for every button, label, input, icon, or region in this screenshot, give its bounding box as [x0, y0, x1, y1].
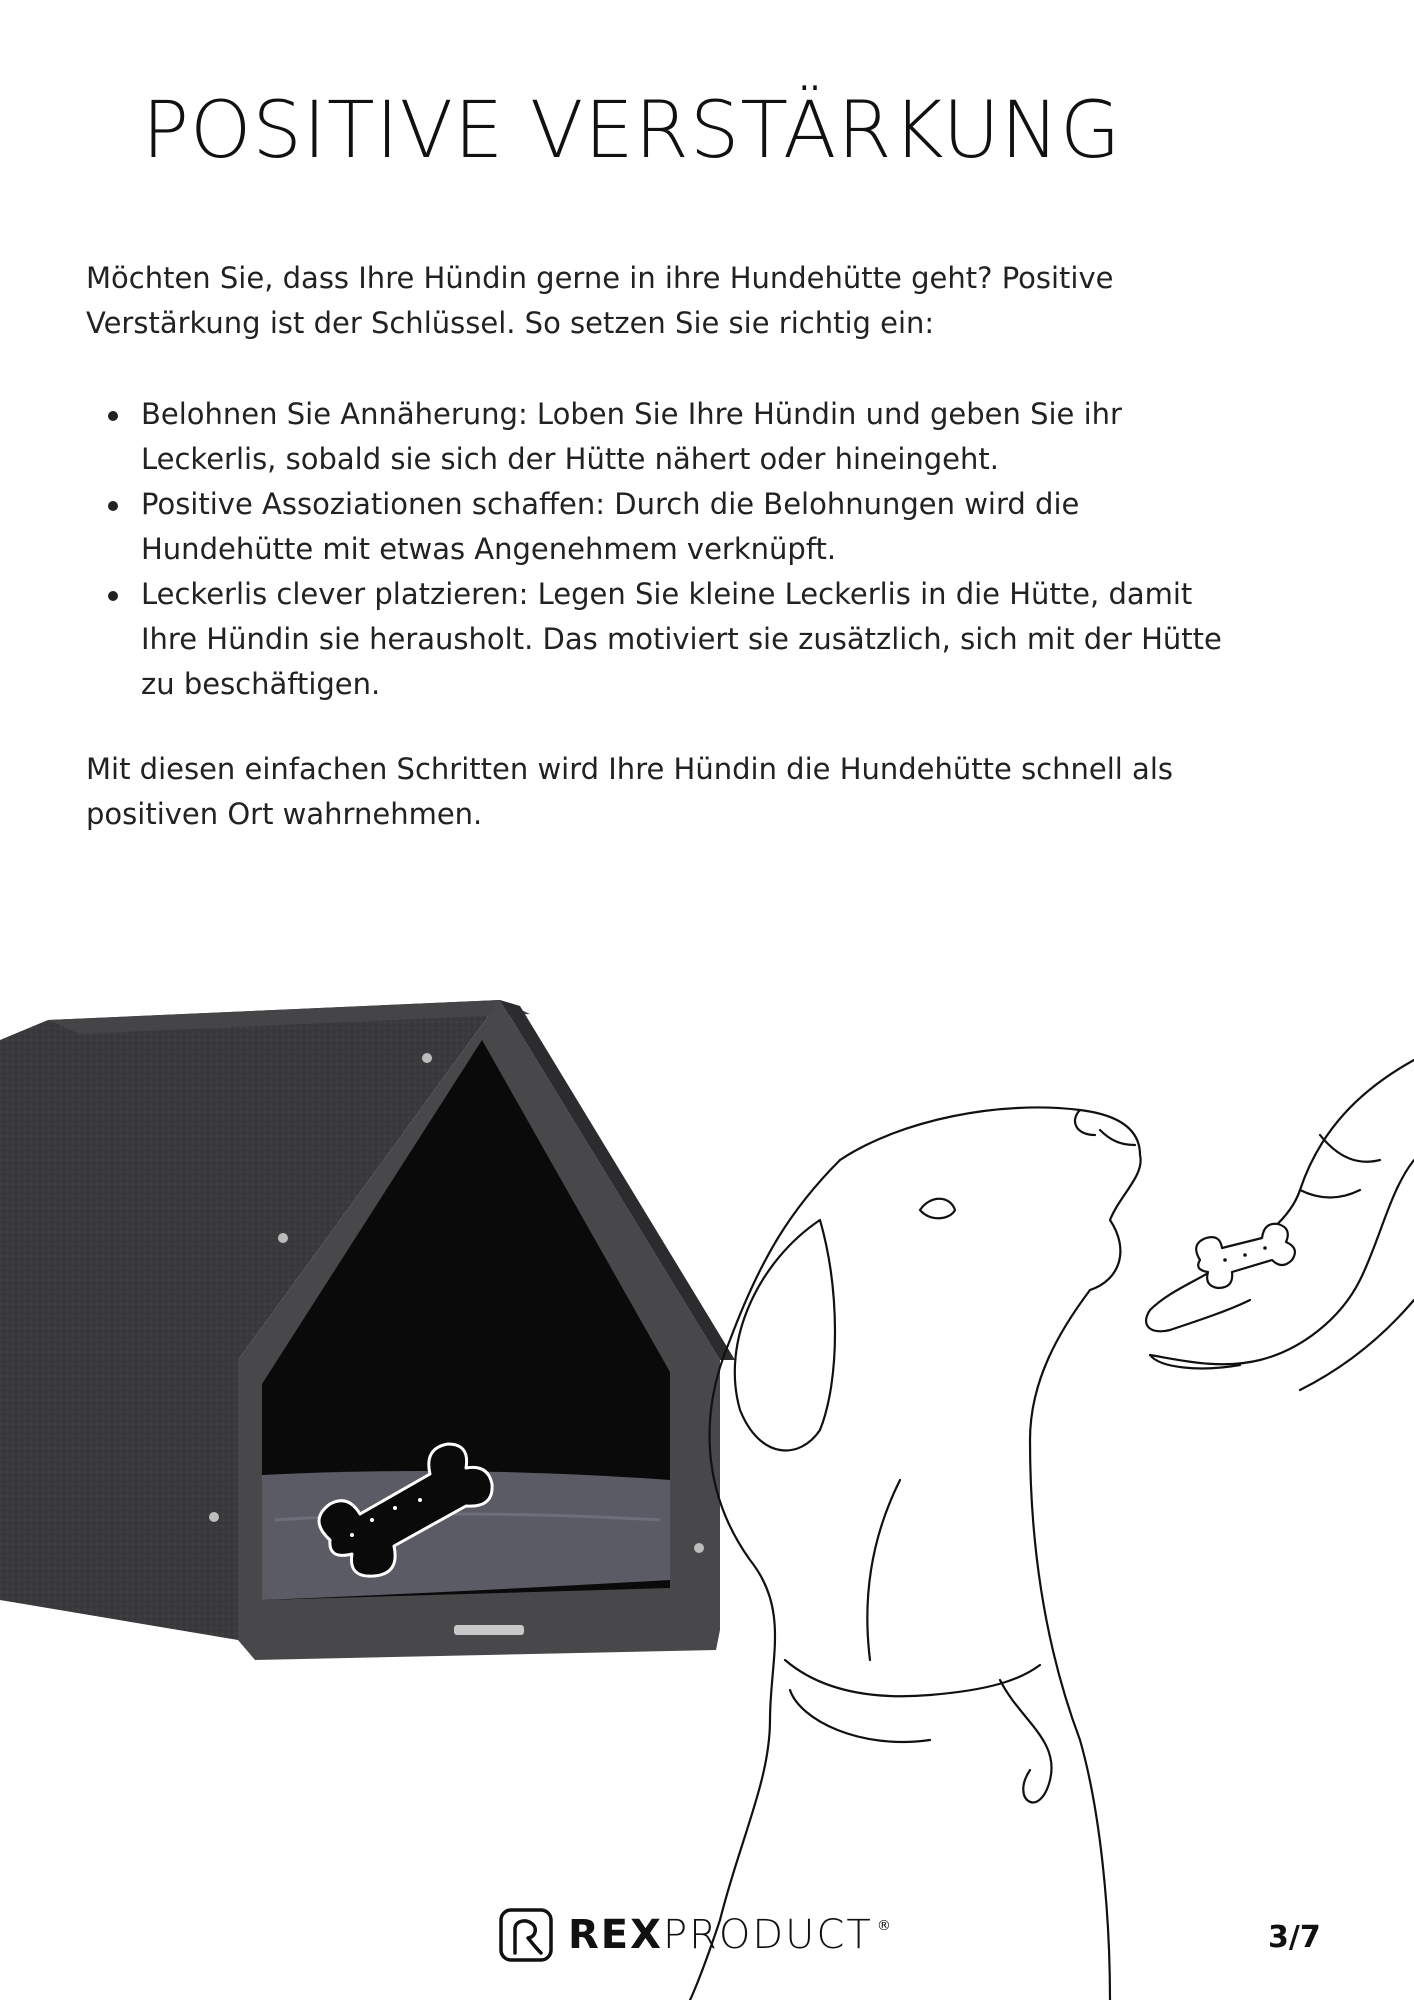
registered-mark: ® [876, 1918, 893, 1934]
dog-line-drawing-icon [690, 1107, 1141, 2000]
rex-logo-icon [498, 1907, 554, 1963]
list-item-line: Leckerlis, sobald sie sich der Hütte nähert oder hineingeht. [141, 442, 999, 476]
brand-name [568, 1912, 893, 1958]
list-item-line: zu beschäftigen. [141, 667, 381, 701]
brand-name-bold: REX [568, 1912, 663, 1958]
list-item [86, 482, 1336, 572]
intro-paragraph [86, 256, 1336, 346]
outro-paragraph [86, 747, 1336, 837]
page-number: 3/7 [1268, 1920, 1321, 1955]
list-item-line: Ihre Hündin sie herausholt. Das motiviert sie zusätzlich, sich mit der Hütte [141, 622, 1222, 656]
intro-line: Verstärkung ist der Schlüssel. So setzen Sie sie richtig ein: [86, 306, 935, 340]
list-item-line: Hundehütte mit etwas Angenehmem verknüpft. [141, 532, 837, 566]
list-item-line: Positive Assoziationen schaffen: Durch die Belohnungen wird die [141, 487, 1080, 521]
brand-name-light: PRODUCT [662, 1912, 873, 1958]
treat-bone-icon [1196, 1224, 1295, 1288]
outro-line: positiven Ort wahrnehmen. [86, 797, 483, 831]
dog-house-illustration [0, 960, 1414, 2000]
list-item [86, 572, 1336, 707]
list-item-line: Leckerlis clever platzieren: Legen Sie kleine Leckerlis in die Hütte, damit [141, 577, 1193, 611]
list-item [86, 392, 1336, 482]
outro-line: Mit diesen einfachen Schritten wird Ihre Hündin die Hundehütte schnell als [86, 752, 1173, 786]
list-item-line: Belohnen Sie Annäherung: Loben Sie Ihre Hündin und geben Sie ihr [141, 397, 1122, 431]
page-title: POSITIVE VERSTÄRKUNG [142, 86, 1122, 176]
brand-logo [498, 1905, 893, 1965]
intro-line: Möchten Sie, dass Ihre Hündin gerne in ihre Hundehütte geht? Positive [86, 261, 1114, 295]
tips-list [86, 392, 1336, 707]
